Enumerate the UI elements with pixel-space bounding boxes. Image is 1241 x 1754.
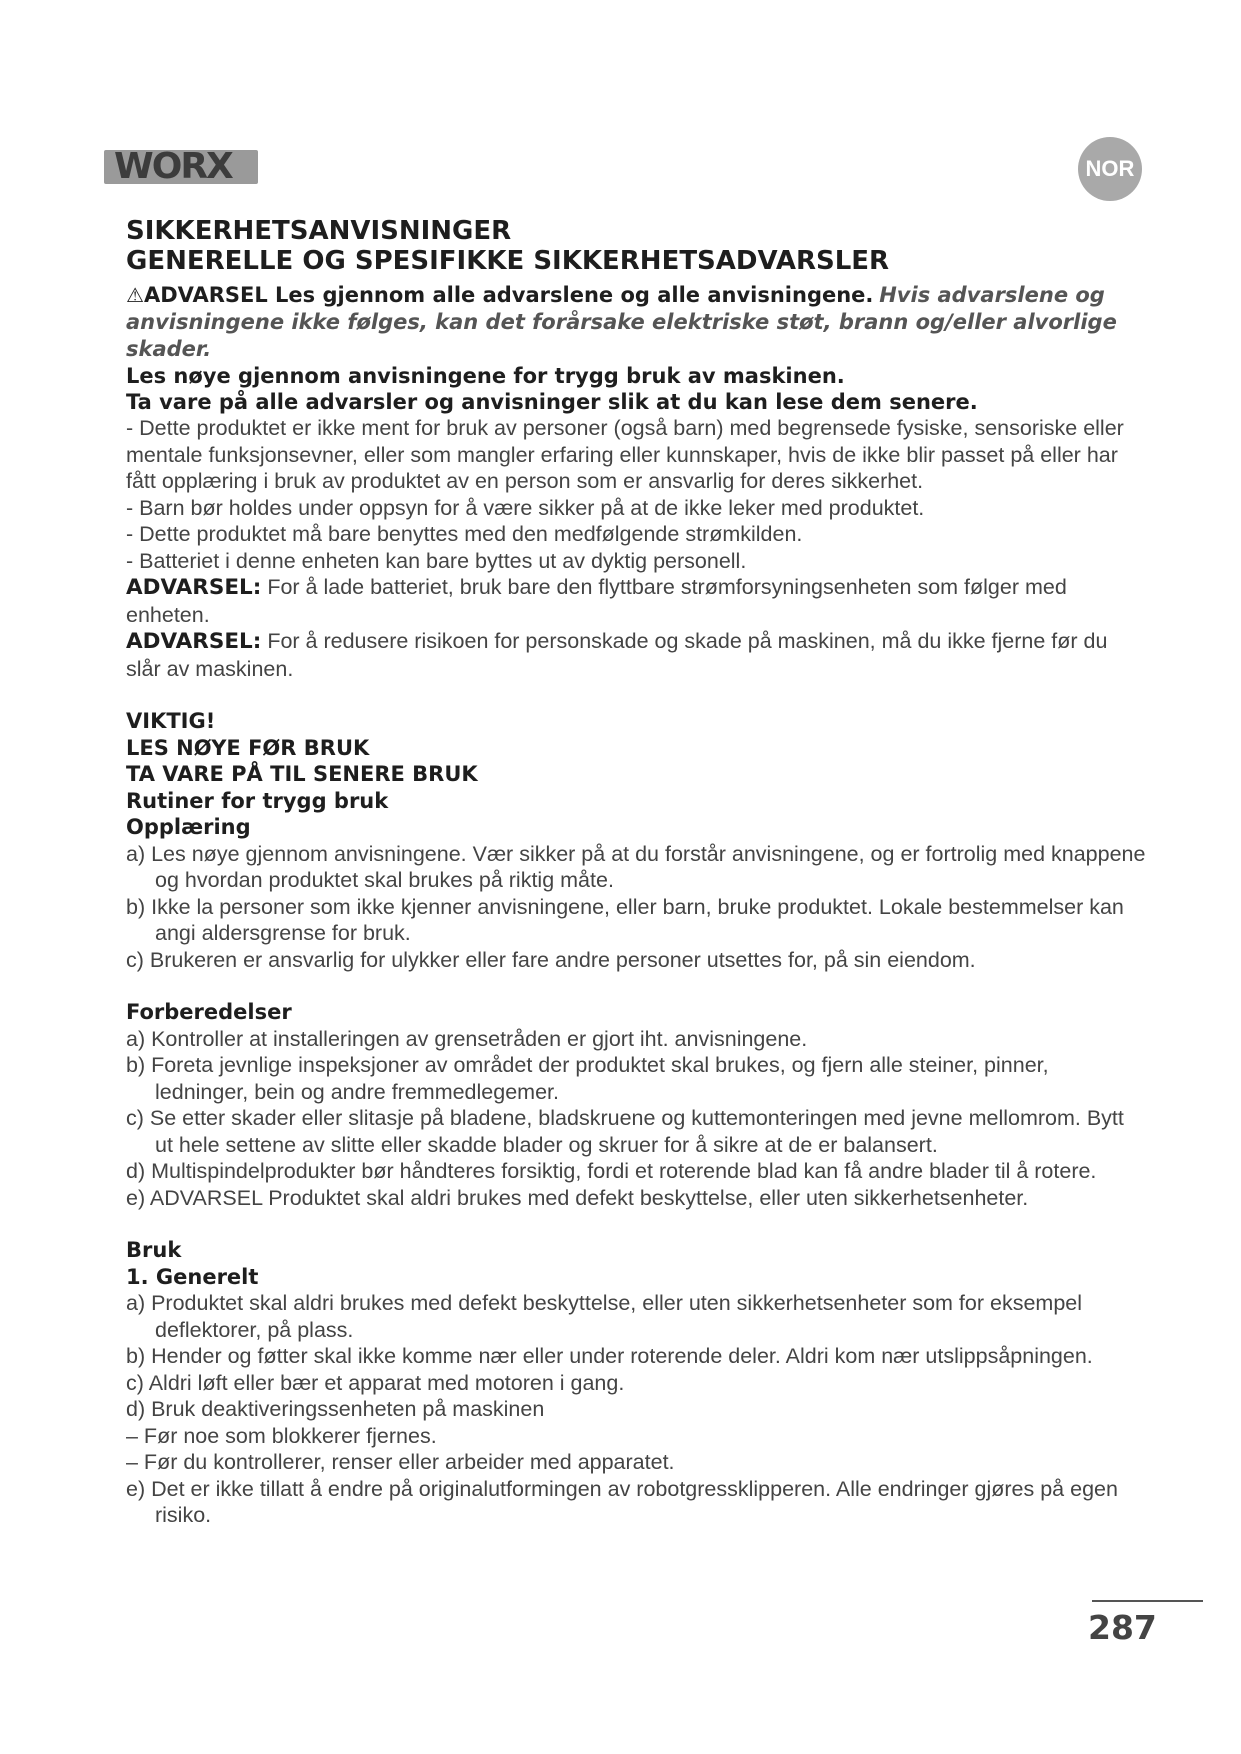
warning-charging [126,574,1146,628]
intro-block [126,282,1146,415]
list-item: b) Foreta jevnlige inspeksjoner av området der produktet skal brukes, og fjern alle steiner, pinner, ledninger, bein og andre fremmedlegemer. [126,1053,1049,1104]
important-heading: VIKTIG! [126,709,216,733]
training-list [126,841,1146,974]
use-heading: Bruk [126,1238,182,1262]
safe-use-heading: Rutiner for trygg bruk [126,788,389,813]
list-item: b) Hender og føtter skal ikke komme nær eller under roterende deler. Aldri kom nær utslippsåpningen. [126,1344,1093,1368]
worx-logo: WORX [104,150,258,184]
warning-label: ADVARSEL: [126,629,262,654]
list-item: c) Aldri løft eller bær et apparat med motoren i gang. [126,1370,625,1395]
read-instructions-line: Les nøye gjennom anvisningene for trygg bruk av maskinen. [126,364,845,388]
page-number: 287 [1088,1608,1157,1647]
title-line-2: GENERELLE OG SPESIFIKKE SIKKERHETSADVARSLER [126,246,890,276]
preparations-list [126,1026,1146,1212]
read-before-use-heading: LES NØYE FØR BRUK [126,735,370,760]
list-item: c) Se etter skader eller slitasje på bladene, bladskruene og kuttemonteringen med jevne mellomrom. Bytt ut hele settene av slitte eller skadde blader og skruer for å sikre at de er balansert. [126,1106,1124,1157]
keep-instructions-line: Ta vare på alle advarsler og anvisninger slik at du kan lese dem senere. [126,390,978,414]
training-heading: Opplæring [126,815,251,839]
preparations-heading: Forberedelser [126,1000,292,1024]
language-badge: NOR [1078,137,1142,201]
list-item: a) Kontroller at installeringen av grensetråden er gjort iht. anvisningene. [126,1026,808,1051]
list-item: d) Bruk deaktiveringssenheten på maskinen [126,1397,545,1421]
warning-text: For å redusere risikoen for personskade og skade på maskinen, må du ikke fjerne før du slår av maskinen. [126,629,1108,681]
list-item: e) ADVARSEL Produktet skal aldri brukes med defekt beskyttelse, eller uten sikkerhetsenheter. [126,1185,1029,1210]
list-item: e) Det er ikke tillatt å endre på originalutformingen av robotgressklipperen. Alle endringer gjøres på egen risiko. [126,1476,1118,1527]
dash-item: - Barn bør holdes under oppsyn for å være sikker på at de ikke leker med produktet. [126,495,925,520]
list-item: – Før du kontrollerer, renser eller arbeider med apparatet. [126,1450,675,1474]
warning-label: ADVARSEL: [126,575,262,600]
dash-item: - Dette produktet er ikke ment for bruk av personer (også barn) med begrensede fysiske, sensoriske eller mentale funksjonsevner, eller som mangler erfaring eller kunnskaper, hvis de ikke blir passet på eller har fått opplæring i bruk av produktet av en person som er ansvarlig for deres sikkerhet. [126,416,1124,493]
warning-italic-text: Hvis advarslene og anvisningene ikke følges, kan det forårsake elektriske støt, brann og/eller alvorlige skader. [126,283,1117,361]
title-line-1: SIKKERHETSANVISNINGER [126,216,512,246]
general-list [126,1290,1146,1529]
list-item: c) Brukeren er ansvarlig for ulykker eller fare andre personer utsettes for, på sin eiendom. [126,947,976,972]
intro-list [126,415,1146,682]
keep-for-later-heading: TA VARE PÅ TIL SENERE BRUK [126,762,478,786]
list-item: a) Les nøye gjennom anvisningene. Vær sikker på at du forstår anvisningene, og er fortrolig med knappene og hvordan produktet skal brukes på riktig måte. [126,841,1146,892]
warning-removal [126,628,1146,682]
dash-item: - Batteriet i denne enheten kan bare byttes ut av dyktig personell. [126,548,747,573]
list-item: a) Produktet skal aldri brukes med defekt beskyttelse, eller uten sikkerhetsenheter som for eksempel deflektorer, på plass. [126,1291,1083,1342]
general-heading: 1. Generelt [126,1264,259,1289]
list-item: d) Multispindelprodukter bør håndteres forsiktig, fordi et roterende blad kan få andre blader til å rotere. [126,1159,1097,1183]
list-item: b) Ikke la personer som ikke kjenner anvisningene, eller barn, bruke produktet. Lokale bestemmelser kan angi aldersgrense for bruk. [126,894,1124,945]
warning-bold-text: ADVARSEL Les gjennom alle advarslene og alle anvisningene. [143,283,874,307]
page-content [126,216,1146,1529]
warning-text: For å lade batteriet, bruk bare den flyttbare strømforsyningsenheten som følger med enheten. [126,575,1067,627]
footer-rule [1092,1600,1203,1602]
list-item: – Før noe som blokkerer fjernes. [126,1423,437,1448]
warning-triangle-icon: ⚠ [126,285,144,307]
warning-paragraph [126,282,1146,363]
dash-item: - Dette produktet må bare benyttes med den medfølgende strømkilden. [126,522,803,546]
